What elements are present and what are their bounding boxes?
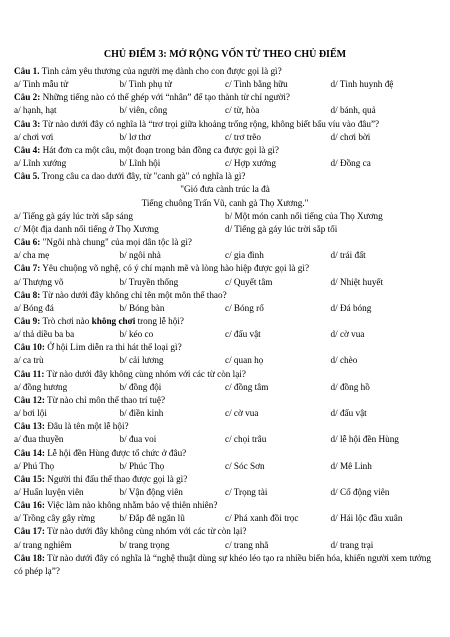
answer-option[interactable]: a/ bơi lội <box>14 408 47 419</box>
answer-option[interactable]: b/ viên, công <box>119 105 168 116</box>
answer-option[interactable]: c/ Trọng tài <box>225 487 268 497</box>
answer-option[interactable]: a/ Huấn luyện viên <box>14 487 84 497</box>
question-line <box>14 525 436 538</box>
answer-option[interactable]: a/ Tiếng gà gáy lúc trời sắp sáng <box>14 210 133 221</box>
question-number: Câu 9: <box>14 315 41 326</box>
answer-option[interactable]: c/ gia đình <box>225 250 264 261</box>
answer-option[interactable]: a/ đồng hương <box>14 381 68 392</box>
answer-option[interactable]: a/ Phú Thọ <box>14 460 55 471</box>
question-number: Câu 7: <box>14 263 41 274</box>
question-text: Việc làm nào không nhằm bảo vệ thiên nhiên? <box>47 500 218 511</box>
answer-option[interactable]: d/ đấu vật <box>330 408 367 419</box>
page-title: CHỦ ĐIỂM 3: MỞ RỘNG VỐN TỪ THEO CHỦ ĐIỂM <box>103 49 347 60</box>
answer-option[interactable]: c/ Một địa danh nổi tiếng ở Thọ Xương <box>14 223 159 234</box>
question-line <box>14 420 436 433</box>
answer-option[interactable]: b/ đua voi <box>119 434 157 445</box>
answer-option[interactable]: c/ đấu vật <box>225 329 261 340</box>
question-text: Lễ hội đền Hùng được tổ chức ở đâu? <box>47 447 187 458</box>
answer-option[interactable]: c/ trang nhã <box>225 539 269 550</box>
answer-row <box>14 157 436 170</box>
question-text: Hát đơn ca một câu, một đoạn trong bản đồng ca được gọi là gì? <box>42 144 280 155</box>
answer-option[interactable]: a/ cha mẹ <box>14 250 50 261</box>
answer-option[interactable]: d/ chơi bời <box>330 131 371 142</box>
answer-option[interactable]: c/ Sóc Sơn <box>225 460 265 471</box>
question-text: Trò chơi nào <box>42 315 92 326</box>
answer-option[interactable]: d/ Nhiệt huyết <box>330 276 384 287</box>
answer-option[interactable]: c/ cờ vua <box>225 408 259 419</box>
question-number: Câu 6: <box>14 237 41 248</box>
answer-row <box>14 354 436 367</box>
answer-option[interactable]: c/ Bóng rổ <box>225 302 264 313</box>
question-line <box>14 552 436 578</box>
answer-option[interactable]: c/ quan họ <box>225 355 264 366</box>
answer-option[interactable]: b/ Tình phụ tử <box>119 79 173 90</box>
answer-option[interactable]: d/ Hái lộc đầu xuân <box>330 513 403 524</box>
answer-option[interactable]: b/ Một món canh nổi tiếng của Thọ Xương <box>225 210 383 221</box>
question-text: Từ nào dưới đây có nghĩa là “nghệ thuật dùng sự khéo léo tạo ra nhiều biến hóa, khiến người xem tưởng có phép lạ”? <box>14 552 431 576</box>
question-number: Câu 17: <box>14 526 45 537</box>
answer-option[interactable]: d/ chèo <box>330 355 358 366</box>
question-number: Câu 10: <box>14 342 45 353</box>
question-text: Từ nào dưới đây không cùng nhóm với các từ còn lại? <box>46 368 246 379</box>
question-number: Câu 16: <box>14 500 45 511</box>
answer-option[interactable]: a/ chơi vơi <box>14 131 54 142</box>
question-number: Câu 3: <box>14 118 41 129</box>
answer-option[interactable]: d/ Tiếng gà gáy lúc trời sắp tối <box>225 223 338 234</box>
question-line <box>14 499 436 512</box>
answer-option[interactable]: a/ đua thuyền <box>14 434 64 445</box>
question-number: Câu 2: <box>14 92 41 103</box>
question-line <box>14 118 436 131</box>
answer-option[interactable]: a/ Thượng võ <box>14 276 64 287</box>
question-line <box>14 262 436 275</box>
question-line <box>14 341 436 354</box>
answer-option[interactable]: c/ đồng tâm <box>225 381 269 392</box>
answer-option[interactable]: a/ thả diều ba ba <box>14 329 75 340</box>
question-line <box>14 144 436 157</box>
question-number: Câu 11: <box>14 368 45 379</box>
answer-option[interactable]: a/ hạnh, hạt <box>14 105 57 116</box>
question-line <box>14 368 436 381</box>
question-number: Câu 1. <box>14 66 40 76</box>
question-text: Yêu chuộng võ nghệ, có ý chí mạnh mẽ và lòng hào hiệp được gọi là gì? <box>42 263 310 274</box>
answer-row <box>14 486 436 499</box>
question-number: Câu 18: <box>14 552 45 563</box>
answer-option[interactable]: b/ trang trọng <box>119 539 170 550</box>
answer-option[interactable]: d/ đồng hồ <box>330 381 370 392</box>
answer-row <box>14 210 436 223</box>
answer-option[interactable]: b/ Lĩnh hội <box>119 158 161 169</box>
answer-option[interactable]: b/ Bóng bàn <box>119 302 165 313</box>
answer-option[interactable]: a/ ca trù <box>14 355 44 366</box>
question-text: Tình cảm yêu thương của người mẹ dành cho con được gọi là gì? <box>41 66 282 76</box>
answer-row <box>14 104 436 117</box>
poem-line: "Gió đưa cành trúc la đà <box>180 184 270 195</box>
question-emphasis: không chơi <box>91 315 136 326</box>
answer-option[interactable]: a/ trang nghiêm <box>14 539 72 550</box>
question-line <box>14 289 436 302</box>
answer-row <box>14 433 436 446</box>
answer-option[interactable]: b/ Vận động viên <box>119 487 183 497</box>
answer-option[interactable]: b/ Đắp đê ngăn lũ <box>119 513 185 524</box>
answer-option[interactable]: d/ Tình huynh đệ <box>330 79 394 90</box>
answer-row <box>14 223 436 236</box>
question-line <box>14 394 436 407</box>
answer-option[interactable]: d/ Đồng ca <box>330 158 371 169</box>
answer-option[interactable]: c/ trơ trẽo <box>225 131 261 142</box>
answer-option[interactable]: c/ Tình bằng hữu <box>225 79 288 90</box>
answer-row <box>14 131 436 144</box>
poem-line: Tiếng chuông Trấn Vũ, canh gà Thọ Xương." <box>141 197 309 208</box>
answer-option[interactable]: a/ Lĩnh xướng <box>14 158 67 169</box>
question-line <box>14 473 436 486</box>
question-number: Câu 13: <box>14 421 45 432</box>
answer-option[interactable]: b/ Phúc Thọ <box>119 460 165 471</box>
question-text: Trong câu ca dao dưới đây, từ "canh gà" có nghĩa là gì? <box>41 171 246 182</box>
question-text: Người thi đấu thể thao được gọi là gì? <box>47 473 188 484</box>
answer-option[interactable]: c/ chọi trâu <box>225 434 267 445</box>
question-list <box>14 65 436 578</box>
answer-row <box>14 249 436 262</box>
answer-option[interactable]: a/ Bóng đá <box>14 302 54 313</box>
answer-option[interactable]: b/ cải lương <box>119 355 164 366</box>
answer-option[interactable]: c/ Hợp xướng <box>225 158 276 169</box>
answer-option[interactable]: d/ trang trại <box>330 539 374 550</box>
question-text: "Ngôi nhà chung" của mọi dân tộc là gì? <box>42 237 192 248</box>
answer-row <box>14 276 436 289</box>
answer-row <box>14 78 436 91</box>
question-text: Từ nào dưới đây không cùng nhóm với các từ còn lại? <box>47 526 247 537</box>
answer-option[interactable]: c/ Quyết tâm <box>225 276 273 287</box>
question-text: Từ nào chỉ môn thể thao trí tuệ? <box>47 394 166 405</box>
answer-option[interactable]: b/ ngôi nhà <box>119 250 161 261</box>
question-line <box>14 315 436 328</box>
answer-option[interactable]: d/ trái đất <box>330 250 366 261</box>
answer-row <box>14 539 436 552</box>
question-line <box>14 236 436 249</box>
question-text: Những tiếng nào có thể ghép với “nhân” để tạo thành từ chỉ người? <box>42 92 290 103</box>
answer-option[interactable]: b/ lơ thơ <box>119 131 151 142</box>
answer-row <box>14 512 436 525</box>
answer-option[interactable]: b/ đồng đội <box>119 381 162 392</box>
answer-option[interactable]: d/ bánh, quả <box>330 105 376 116</box>
answer-option[interactable]: c/ từ, hòa <box>225 105 260 116</box>
answer-row <box>14 381 436 394</box>
answer-row <box>14 328 436 341</box>
answer-row <box>14 407 436 420</box>
question-number: Câu 12: <box>14 394 45 405</box>
answer-option[interactable]: d/ cờ vua <box>330 329 365 340</box>
answer-row <box>14 302 436 315</box>
answer-option[interactable]: d/ lễ hội đền Hùng <box>330 434 399 445</box>
question-number: Câu 15: <box>14 473 45 484</box>
question-line <box>14 447 436 460</box>
question-number: Câu 8: <box>14 289 41 300</box>
question-number: Câu 4: <box>14 144 41 155</box>
question-text: Từ nào dưới đây có nghĩa là “trơ trọi giữa khoảng trống rộng, không biết bấu víu vào đâu”? <box>42 118 380 129</box>
question-line <box>14 65 436 78</box>
answer-option[interactable]: b/ kéo co <box>119 329 154 340</box>
answer-row <box>14 460 436 473</box>
answer-option[interactable]: b/ điền kinh <box>119 408 164 419</box>
answer-option[interactable]: d/ Đá bóng <box>330 302 372 313</box>
answer-option[interactable]: d/ Cổ động viên <box>330 487 390 497</box>
answer-option[interactable]: c/ Phá xanh đồi trọc <box>225 513 299 524</box>
question-text: Từ nào dưới đây không chỉ tên một môn thể thao? <box>42 289 227 300</box>
answer-option[interactable]: a/ Tình mẫu tử <box>14 79 69 90</box>
answer-option[interactable]: a/ Trồng cây gây rừng <box>14 513 96 524</box>
question-number: Câu 5. <box>14 171 40 182</box>
question-number: Câu 14: <box>14 447 45 458</box>
question-line <box>14 91 436 104</box>
question-text: Ở hội Lim diễn ra thi hát thể loại gì? <box>47 342 182 353</box>
question-line <box>14 170 436 183</box>
question-text: Đâu là tên một lễ hội? <box>47 421 129 432</box>
answer-option[interactable]: d/ Mê Linh <box>330 460 372 471</box>
answer-option[interactable]: b/ Truyền thống <box>119 276 179 287</box>
question-text-after: trong lễ hội? <box>135 315 184 326</box>
